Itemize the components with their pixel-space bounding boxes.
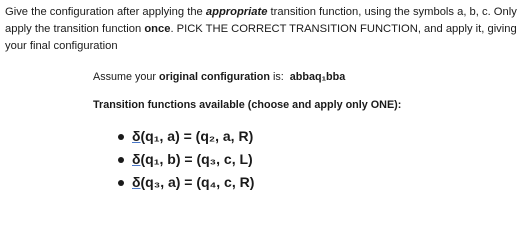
delta-symbol: δ	[132, 151, 141, 167]
delta-symbol: δ	[132, 128, 141, 144]
question-part3: . PICK THE CORRECT TRANSITION FUNCTION, and apply it, giving your final configuration	[5, 23, 517, 52]
transition-function-item	[118, 171, 254, 194]
transition-functions-heading: Transition functions available (choose and apply only ONE):	[93, 99, 402, 111]
delta-symbol: δ	[132, 174, 141, 190]
question-part1: Give the configuration after applying the	[5, 6, 206, 18]
transition-function-text: (q₁, a) = (q₂, a, R)	[140, 128, 254, 144]
assume-label-bold: original configuration	[159, 71, 270, 83]
original-configuration: abbaq₁bba	[289, 71, 346, 83]
transition-function-item	[118, 148, 254, 171]
assume-label: Assume your	[93, 71, 160, 83]
transition-function-text: (q₃, a) = (q₄, c, R)	[140, 174, 255, 190]
question-emphasis: appropriate	[205, 6, 268, 18]
bullet-icon	[118, 157, 124, 163]
transition-function-text: (q₁, b) = (q₃, c, L)	[140, 151, 253, 167]
question-once: once	[144, 23, 171, 35]
transition-function-list	[118, 125, 254, 194]
original-configuration-line	[93, 70, 345, 84]
bullet-icon	[118, 180, 124, 186]
transition-function-item	[118, 125, 254, 148]
question-part2: transition function, using the symbols a, b, c. Only apply the transition function	[5, 6, 517, 35]
question-text	[5, 4, 525, 55]
bullet-icon	[118, 134, 124, 140]
assume-label-end: is:	[269, 71, 284, 83]
